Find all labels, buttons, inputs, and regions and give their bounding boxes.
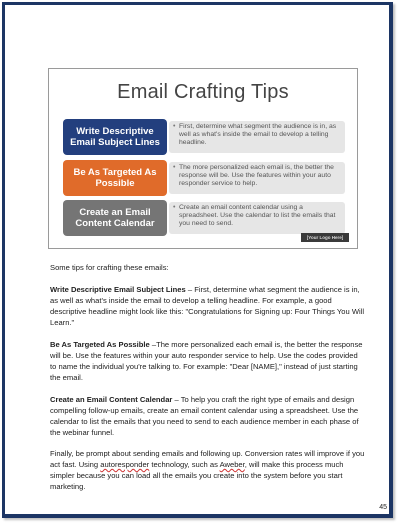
paragraph-body: – To help you craft the right type of emails and design compelling follow-up emails, create an email content calendar using a spreadsheet. Use the calendar to list the emails that you need to send to each audience member in each phase of the webinar funnel.	[50, 395, 359, 437]
paragraph-body: Finally, be prompt about sending emails and following up. Conversion rates will improve if you act fast. Using	[50, 449, 365, 469]
intro-paragraph	[50, 262, 366, 273]
email-tips-slide	[48, 68, 358, 249]
tip-row-targeted	[63, 160, 345, 196]
bullet-icon: •	[173, 204, 176, 211]
intro-text: Some tips for crafting these emails:	[50, 263, 169, 272]
slide-title: Email Crafting Tips	[117, 81, 289, 103]
tip-desc-subject-lines	[169, 121, 345, 153]
tip-row-subject-lines	[63, 119, 345, 155]
paragraph-heading: Create an Email Content Calendar	[50, 395, 173, 404]
paragraph-body: –The more personalized each email is, the better the response will be. Use the features within your auto responder service to help. Use the codes provided to name the individual you're talking to. For example: "Dear [NAME]," instead of just starting the email.	[50, 340, 363, 382]
tip-paragraph-content-calendar	[50, 394, 366, 438]
bullet-icon: •	[173, 164, 176, 171]
tip-desc-text: First, determine what segment the audience is in, as well as what's inside the email to develop a telling headline.	[179, 123, 337, 147]
tip-desc-text: The more personalized each email is, the better the response will be. Use the features within your auto responder service to help.	[179, 164, 334, 188]
tip-card-targeted: Be As Targeted As Possible	[63, 160, 167, 196]
paragraph-heading: Be As Targeted As Possible	[50, 340, 150, 349]
tip-paragraph-targeted	[50, 339, 366, 383]
paragraph-heading: Write Descriptive Email Subject Lines	[50, 285, 186, 294]
tip-card-subject-lines: Write Descriptive Email Subject Lines	[63, 119, 167, 155]
tip-row-content-calendar	[63, 200, 345, 236]
paragraph-body: technology, such as	[149, 460, 220, 469]
paragraph-body: , will make this process much simpler because you can load all the emails you create into the system before you start marketing.	[50, 460, 344, 491]
tip-desc-targeted	[169, 162, 345, 194]
paragraph-body: – First, determine what segment the audience is in, as well as what's inside the email to develop a telling headline. For example, a good descriptive headline might look like this: "Congratulations for Signing up: Four Things You Will Learn."	[50, 285, 365, 327]
logo-placeholder: [Your Logo Here]	[301, 233, 349, 242]
closing-paragraph	[50, 448, 366, 492]
tip-desc-content-calendar	[169, 202, 345, 234]
spellcheck-word: Aweber	[219, 460, 245, 469]
page-number: 45	[379, 504, 387, 511]
tip-card-content-calendar: Create an Email Content Calendar	[63, 200, 167, 236]
tip-paragraph-subject-lines	[50, 284, 366, 328]
bullet-icon: •	[173, 123, 176, 130]
tip-desc-text: Create an email content calendar using a spreadsheet. Use the calendar to list the emails that you need to send.	[179, 204, 336, 228]
spellcheck-word: autoresponder	[100, 460, 150, 469]
